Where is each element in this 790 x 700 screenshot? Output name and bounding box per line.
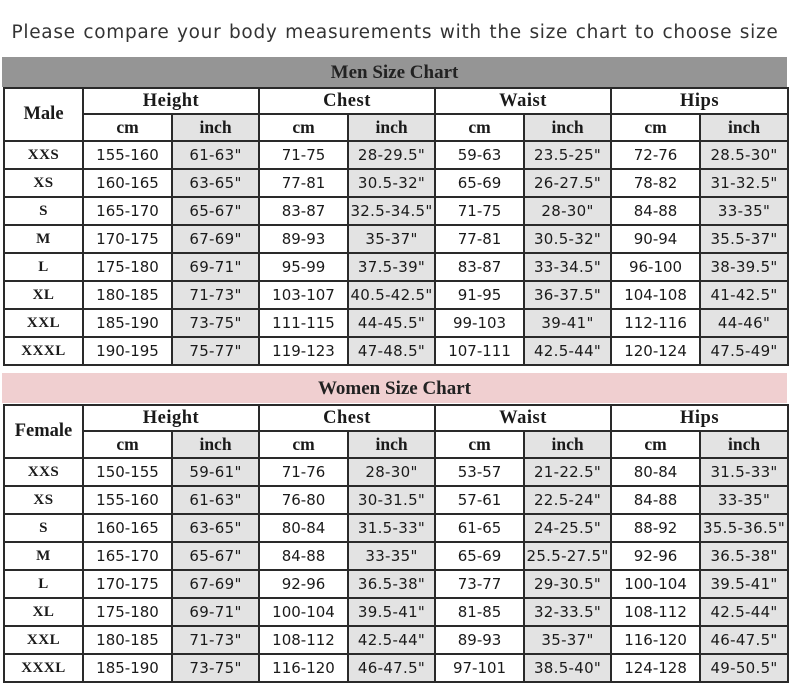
measurement-cell: 30.5-32" — [524, 225, 611, 253]
table-row — [4, 253, 788, 281]
measurement-cell: 35.5-36.5" — [700, 514, 788, 542]
measurement-cell: 80-84 — [259, 514, 348, 542]
measurement-cell: 71-73" — [172, 626, 259, 654]
measurement-cell: 108-112 — [259, 626, 348, 654]
measurement-cell: 116-120 — [611, 626, 700, 654]
measurement-cell: 57-61 — [435, 486, 524, 514]
men-size-table — [3, 87, 789, 366]
measurement-cell: 22.5-24" — [524, 486, 611, 514]
table-row — [4, 169, 788, 197]
measurement-cell: 21-22.5" — [524, 458, 611, 486]
measurement-cell: 65-67" — [172, 542, 259, 570]
measurement-cell: 28-30" — [348, 458, 435, 486]
measurement-cell: 47.5-49" — [700, 337, 788, 365]
men-size-chart-title: Men Size Chart — [2, 57, 787, 87]
measurement-cell: 65-69 — [435, 542, 524, 570]
measurement-cell: 69-71" — [172, 598, 259, 626]
measurement-cell: 46-47.5" — [700, 626, 788, 654]
women-size-chart-title: Women Size Chart — [2, 373, 787, 403]
unit-header: inch — [524, 431, 611, 458]
table-row — [4, 225, 788, 253]
measurement-cell: 30.5-32" — [348, 169, 435, 197]
measurement-cell: 63-65" — [172, 514, 259, 542]
measurement-cell: 65-67" — [172, 197, 259, 225]
measurement-cell: 38-39.5" — [700, 253, 788, 281]
size-label: XXXL — [4, 337, 83, 365]
table-row — [4, 570, 788, 598]
measurement-cell: 175-180 — [83, 598, 172, 626]
measurement-cell: 73-77 — [435, 570, 524, 598]
table-row — [4, 654, 788, 682]
measurement-cell: 180-185 — [83, 281, 172, 309]
measure-group-header: Chest — [259, 88, 435, 114]
measurement-cell: 65-69 — [435, 169, 524, 197]
unit-header: inch — [700, 431, 788, 458]
measurement-cell: 72-76 — [611, 141, 700, 169]
measurement-cell: 46-47.5" — [348, 654, 435, 682]
measurement-cell: 39.5-41" — [700, 570, 788, 598]
measurement-cell: 120-124 — [611, 337, 700, 365]
measurement-cell: 35-37" — [348, 225, 435, 253]
measure-group-header: Height — [83, 88, 259, 114]
measurement-cell: 41-42.5" — [700, 281, 788, 309]
measurement-cell: 180-185 — [83, 626, 172, 654]
measurement-cell: 92-96 — [259, 570, 348, 598]
header-row-units — [4, 114, 788, 141]
measurement-cell: 53-57 — [435, 458, 524, 486]
measurement-cell: 190-195 — [83, 337, 172, 365]
measurement-cell: 61-65 — [435, 514, 524, 542]
measurement-cell: 71-76 — [259, 458, 348, 486]
measurement-cell: 36-37.5" — [524, 281, 611, 309]
measure-group-header: Hips — [611, 88, 788, 114]
measurement-cell: 77-81 — [435, 225, 524, 253]
header-row-groups — [4, 405, 788, 431]
measurement-cell: 33-35" — [348, 542, 435, 570]
measurement-cell: 89-93 — [259, 225, 348, 253]
measurement-cell: 116-120 — [259, 654, 348, 682]
table-row — [4, 337, 788, 365]
measurement-cell: 83-87 — [259, 197, 348, 225]
measurement-cell: 35.5-37" — [700, 225, 788, 253]
measurement-cell: 28-29.5" — [348, 141, 435, 169]
gender-header: Female — [4, 405, 83, 458]
unit-header: inch — [348, 114, 435, 141]
measurement-cell: 33-35" — [700, 197, 788, 225]
table-row — [4, 486, 788, 514]
measurement-cell: 36.5-38" — [348, 570, 435, 598]
header-row-groups — [4, 88, 788, 114]
measurement-cell: 160-165 — [83, 514, 172, 542]
measurement-cell: 28.5-30" — [700, 141, 788, 169]
measurement-cell: 42.5-44" — [700, 598, 788, 626]
unit-header: inch — [348, 431, 435, 458]
measurement-cell: 155-160 — [83, 141, 172, 169]
table-row — [4, 309, 788, 337]
measurement-cell: 100-104 — [611, 570, 700, 598]
measurement-cell: 47-48.5" — [348, 337, 435, 365]
measurement-cell: 59-61" — [172, 458, 259, 486]
measurement-cell: 33-34.5" — [524, 253, 611, 281]
unit-header: cm — [435, 114, 524, 141]
table-row — [4, 281, 788, 309]
measurement-cell: 61-63" — [172, 141, 259, 169]
size-label: L — [4, 253, 83, 281]
size-label: L — [4, 570, 83, 598]
measurement-cell: 40.5-42.5" — [348, 281, 435, 309]
size-label: M — [4, 225, 83, 253]
measurement-cell: 77-81 — [259, 169, 348, 197]
unit-header: cm — [611, 114, 700, 141]
measurement-cell: 69-71" — [172, 253, 259, 281]
size-label: XS — [4, 169, 83, 197]
measurement-cell: 112-116 — [611, 309, 700, 337]
measurement-cell: 80-84 — [611, 458, 700, 486]
measurement-cell: 90-94 — [611, 225, 700, 253]
measurement-cell: 75-77" — [172, 337, 259, 365]
measurement-cell: 33-35" — [700, 486, 788, 514]
measurement-cell: 76-80 — [259, 486, 348, 514]
unit-header: inch — [172, 114, 259, 141]
gender-header: Male — [4, 88, 83, 141]
measurement-cell: 111-115 — [259, 309, 348, 337]
measurement-cell: 124-128 — [611, 654, 700, 682]
measurement-cell: 35-37" — [524, 626, 611, 654]
measurement-cell: 150-155 — [83, 458, 172, 486]
measure-group-header: Waist — [435, 405, 611, 431]
size-label: XXL — [4, 626, 83, 654]
measurement-cell: 95-99 — [259, 253, 348, 281]
measurement-cell: 32-33.5" — [524, 598, 611, 626]
measurement-cell: 30-31.5" — [348, 486, 435, 514]
size-label: S — [4, 197, 83, 225]
measurement-cell: 185-190 — [83, 309, 172, 337]
size-label: XXXL — [4, 654, 83, 682]
size-label: XS — [4, 486, 83, 514]
measurement-cell: 39-41" — [524, 309, 611, 337]
unit-header: cm — [435, 431, 524, 458]
measurement-cell: 97-101 — [435, 654, 524, 682]
measurement-cell: 103-107 — [259, 281, 348, 309]
measurement-cell: 31.5-33" — [348, 514, 435, 542]
measurement-cell: 42.5-44" — [524, 337, 611, 365]
unit-header: inch — [700, 114, 788, 141]
measure-group-header: Chest — [259, 405, 435, 431]
measurement-cell: 44-46" — [700, 309, 788, 337]
header-row-units — [4, 431, 788, 458]
measurement-cell: 31.5-33" — [700, 458, 788, 486]
measurement-cell: 37.5-39" — [348, 253, 435, 281]
women-size-table — [3, 404, 789, 683]
measurement-cell: 25.5-27.5" — [524, 542, 611, 570]
measurement-cell: 28-30" — [524, 197, 611, 225]
size-label: XXS — [4, 458, 83, 486]
unit-header: cm — [83, 114, 172, 141]
measurement-cell: 67-69" — [172, 225, 259, 253]
measurement-cell: 185-190 — [83, 654, 172, 682]
measurement-cell: 73-75" — [172, 654, 259, 682]
measurement-cell: 36.5-38" — [700, 542, 788, 570]
measurement-cell: 63-65" — [172, 169, 259, 197]
measurement-cell: 89-93 — [435, 626, 524, 654]
measurement-cell: 84-88 — [611, 486, 700, 514]
measure-group-header: Hips — [611, 405, 788, 431]
measurement-cell: 38.5-40" — [524, 654, 611, 682]
measurement-cell: 67-69" — [172, 570, 259, 598]
measurement-cell: 26-27.5" — [524, 169, 611, 197]
table-row — [4, 542, 788, 570]
measurement-cell: 61-63" — [172, 486, 259, 514]
unit-header: cm — [259, 431, 348, 458]
measure-group-header: Waist — [435, 88, 611, 114]
size-label: S — [4, 514, 83, 542]
measurement-cell: 24-25.5" — [524, 514, 611, 542]
measurement-cell: 107-111 — [435, 337, 524, 365]
measurement-cell: 49-50.5" — [700, 654, 788, 682]
measurement-cell: 119-123 — [259, 337, 348, 365]
measurement-cell: 59-63 — [435, 141, 524, 169]
table-row — [4, 626, 788, 654]
measurement-cell: 92-96 — [611, 542, 700, 570]
measurement-cell: 39.5-41" — [348, 598, 435, 626]
measurement-cell: 42.5-44" — [348, 626, 435, 654]
measurement-cell: 29-30.5" — [524, 570, 611, 598]
measurement-cell: 165-170 — [83, 197, 172, 225]
measurement-cell: 170-175 — [83, 225, 172, 253]
measurement-cell: 81-85 — [435, 598, 524, 626]
measurement-cell: 23.5-25" — [524, 141, 611, 169]
table-row — [4, 514, 788, 542]
table-row — [4, 141, 788, 169]
measurement-cell: 78-82 — [611, 169, 700, 197]
unit-header: cm — [259, 114, 348, 141]
measurement-cell: 175-180 — [83, 253, 172, 281]
measurement-cell: 160-165 — [83, 169, 172, 197]
measurement-cell: 84-88 — [259, 542, 348, 570]
measurement-cell: 73-75" — [172, 309, 259, 337]
measurement-cell: 165-170 — [83, 542, 172, 570]
measurement-cell: 100-104 — [259, 598, 348, 626]
measurement-cell: 83-87 — [435, 253, 524, 281]
measurement-cell: 71-73" — [172, 281, 259, 309]
measurement-cell: 31-32.5" — [700, 169, 788, 197]
measurement-cell: 170-175 — [83, 570, 172, 598]
measurement-cell: 91-95 — [435, 281, 524, 309]
measurement-cell: 44-45.5" — [348, 309, 435, 337]
measurement-cell: 84-88 — [611, 197, 700, 225]
measurement-cell: 32.5-34.5" — [348, 197, 435, 225]
intro-text: Please compare your body measurements with the size chart to choose size — [11, 22, 779, 43]
unit-header: inch — [524, 114, 611, 141]
measure-group-header: Height — [83, 405, 259, 431]
size-label: XL — [4, 598, 83, 626]
table-row — [4, 197, 788, 225]
measurement-cell: 96-100 — [611, 253, 700, 281]
measurement-cell: 155-160 — [83, 486, 172, 514]
measurement-cell: 88-92 — [611, 514, 700, 542]
size-label: XXS — [4, 141, 83, 169]
size-label: XL — [4, 281, 83, 309]
measurement-cell: 99-103 — [435, 309, 524, 337]
size-label: XXL — [4, 309, 83, 337]
table-row — [4, 458, 788, 486]
table-row — [4, 598, 788, 626]
measurement-cell: 108-112 — [611, 598, 700, 626]
unit-header: cm — [611, 431, 700, 458]
size-label: M — [4, 542, 83, 570]
measurement-cell: 71-75 — [259, 141, 348, 169]
unit-header: cm — [83, 431, 172, 458]
measurement-cell: 104-108 — [611, 281, 700, 309]
measurement-cell: 71-75 — [435, 197, 524, 225]
unit-header: inch — [172, 431, 259, 458]
